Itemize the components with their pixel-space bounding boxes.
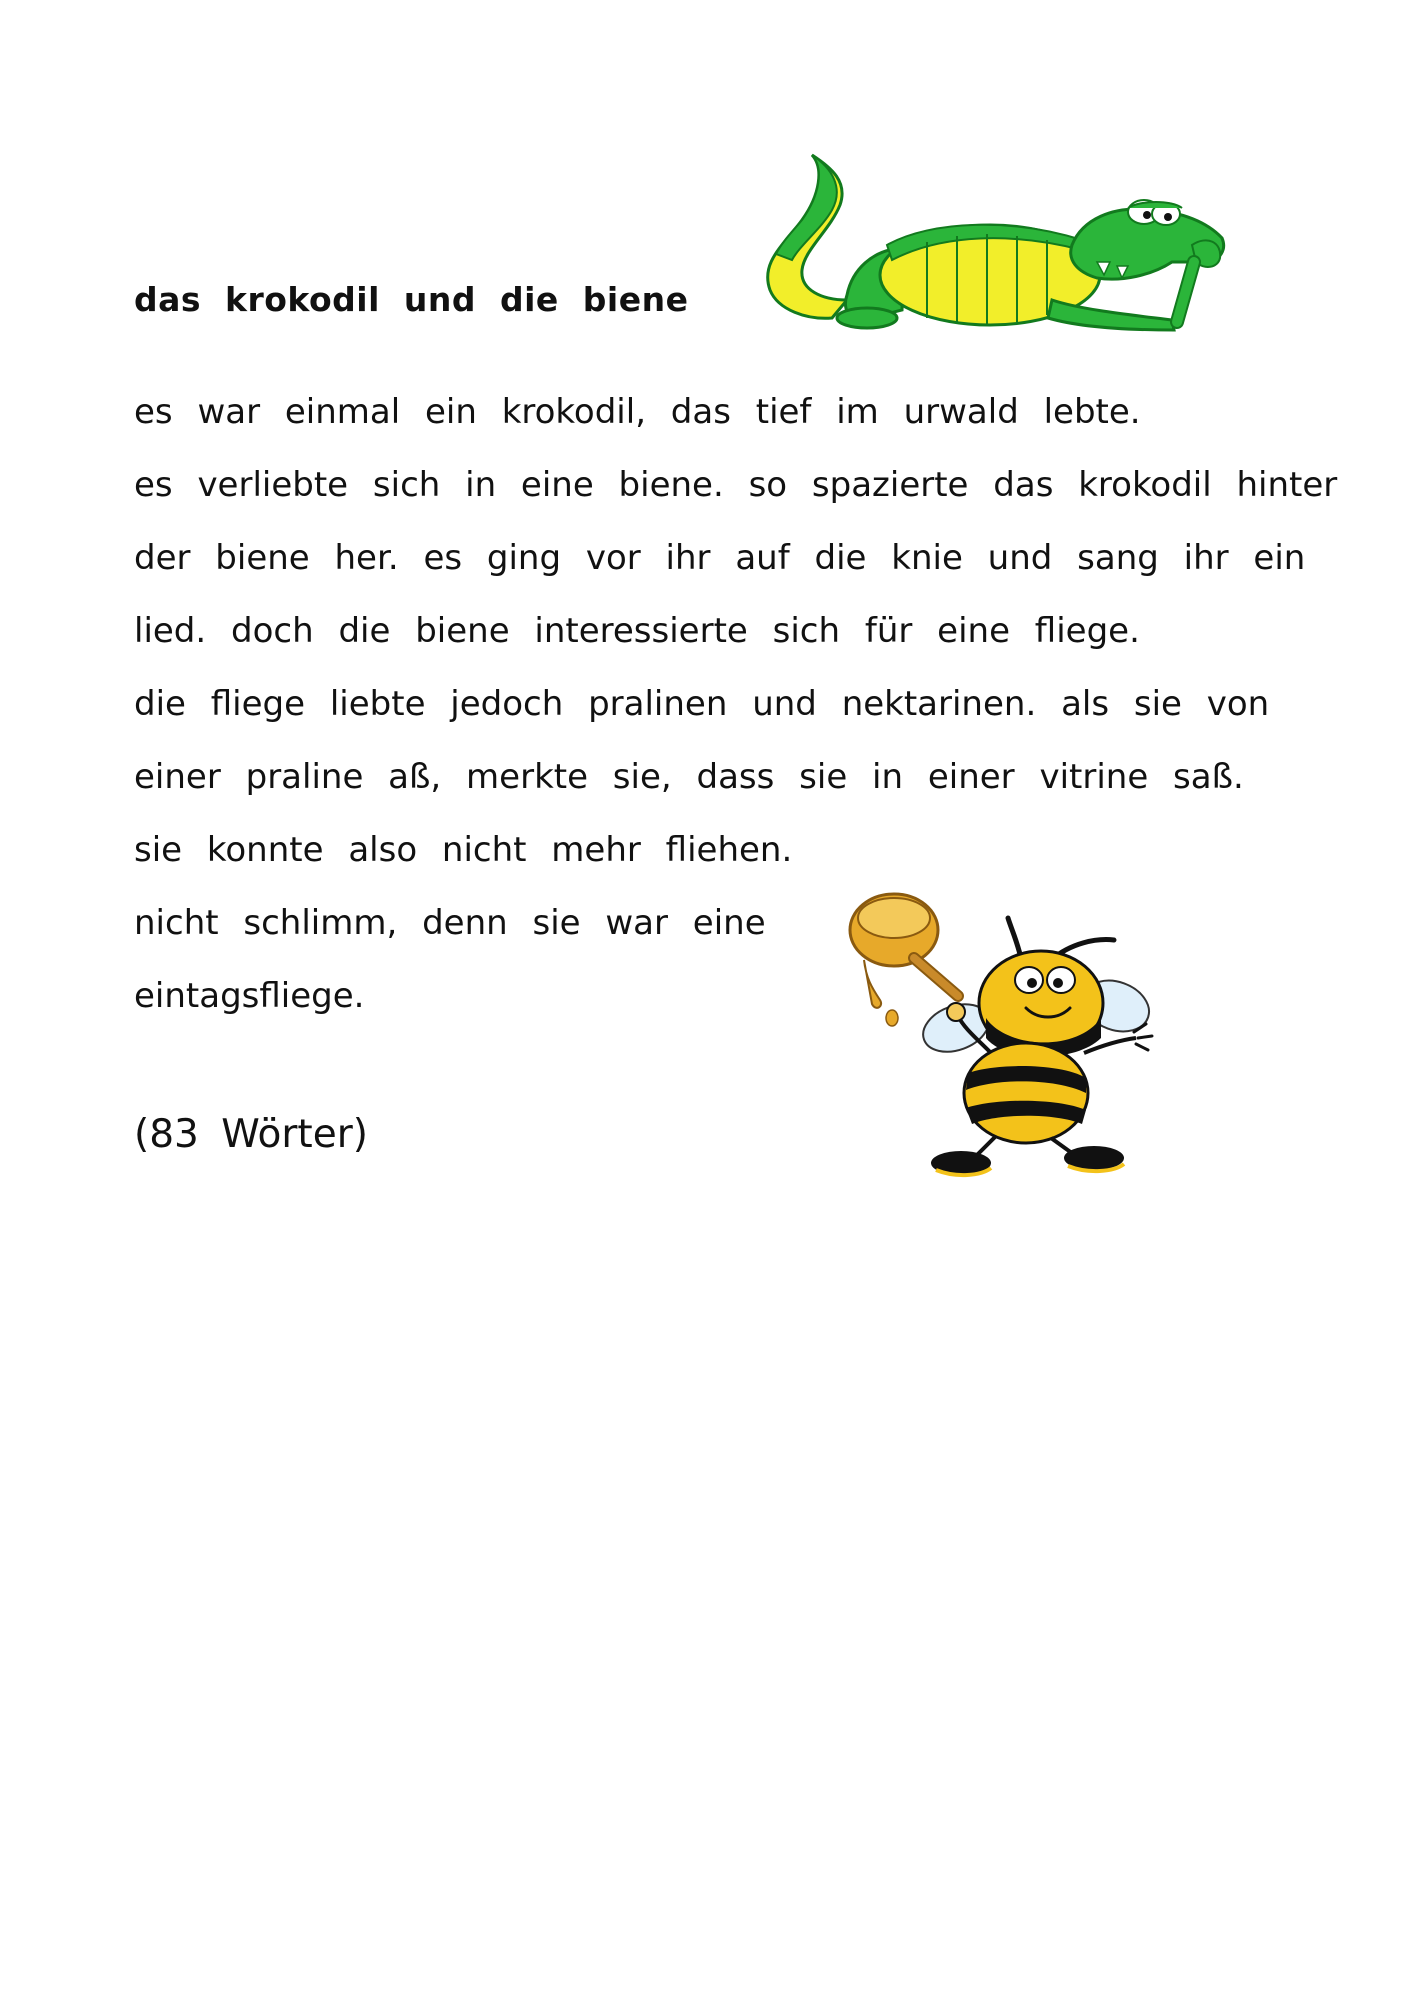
- crocodile-illustration: [752, 150, 1234, 335]
- story-line: lied. doch die biene interessierte sich für eine fliege.: [134, 611, 1140, 651]
- story-line: es war einmal ein krokodil, das tief im urwald lebte.: [134, 392, 1141, 432]
- word-count: (83 Wörter): [134, 1112, 368, 1157]
- story-line: die fliege liebte jedoch pralinen und nektarinen. als sie von: [134, 684, 1270, 724]
- story-line: einer praline aß, merkte sie, dass sie in einer vitrine saß.: [134, 757, 1244, 797]
- story-line: nicht schlimm, denn sie war eine: [134, 903, 766, 943]
- story-line: der biene her. es ging vor ihr auf die knie und sang ihr ein: [134, 538, 1306, 578]
- bee-with-honey-dipper-illustration: [846, 888, 1168, 1178]
- story-line: sie konnte also nicht mehr fliehen.: [134, 830, 793, 870]
- story-line: eintagsfliege.: [134, 976, 365, 1016]
- story-line: es verliebte sich in eine biene. so spazierte das krokodil hinter: [134, 465, 1338, 505]
- story-title: das krokodil und die biene: [134, 280, 689, 319]
